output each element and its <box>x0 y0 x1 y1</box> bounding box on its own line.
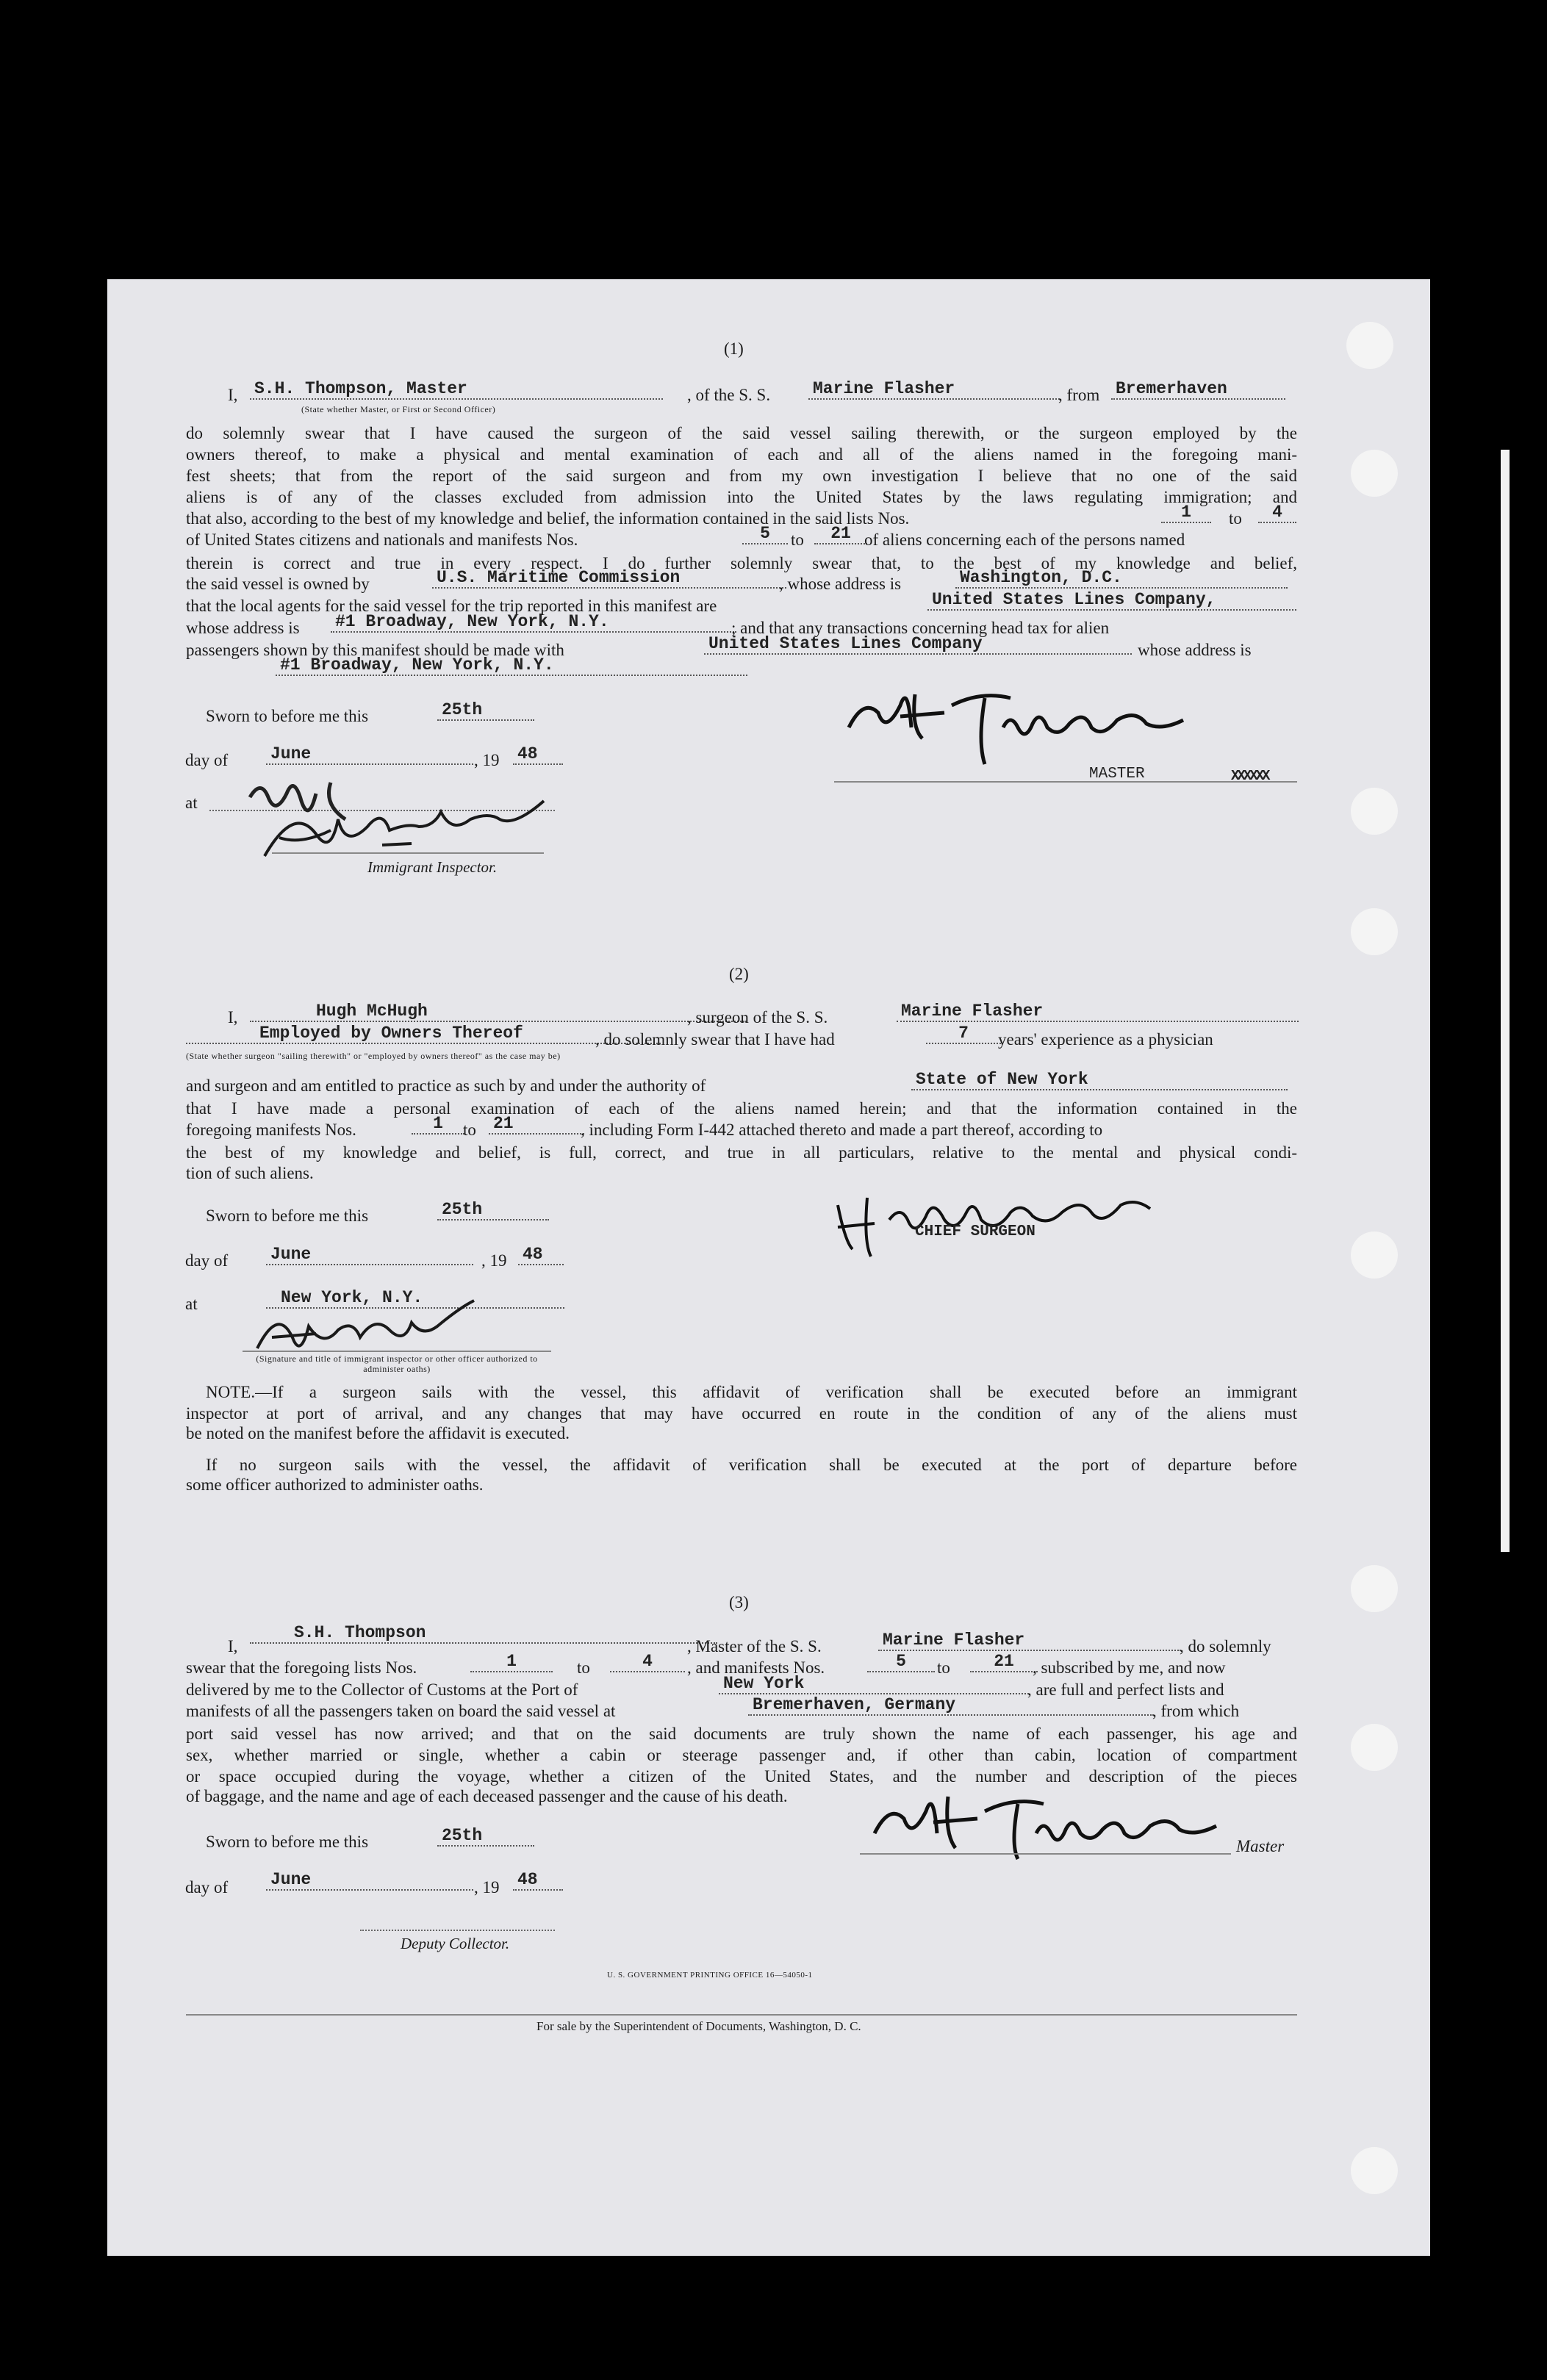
to-label: to <box>937 1658 950 1677</box>
oath-line-8b: , whose address is <box>779 575 902 593</box>
note-line-5: some officer authorized to administer oaths. <box>186 1475 484 1494</box>
master-name-field-3: S.H. Thompson <box>250 1623 717 1644</box>
punch-hole <box>1351 788 1398 835</box>
month-field-1: June <box>266 744 473 765</box>
day-of-label-3: day of <box>185 1878 229 1897</box>
tax-agent-field: United States Lines Company <box>704 634 1132 655</box>
oath-line-11b: whose address is <box>1138 641 1252 659</box>
master-line-2b: , are full and perfect lists and <box>1027 1680 1224 1699</box>
oath-line-10b: ; and that any transactions concerning head tax for alien <box>731 619 1110 637</box>
manifest-to-field: 21 <box>814 524 867 544</box>
authority-line-a: and surgeon and am entitled to practice as such by and under the authority of <box>186 1076 706 1095</box>
oath-line-7: therein is correct and true in every respect. I do further solemnly swear that, to the best of my knowledge and belief, <box>186 554 1297 572</box>
master-word-label: Master <box>1236 1837 1285 1855</box>
oath-line-2: owners thereof, to make a physical and mental examination of each and all of the aliens named in the foregoing mani- <box>186 445 1297 464</box>
owner-field: U.S. Maritime Commission <box>432 568 786 589</box>
year-prefix-1: , 19 <box>474 751 500 769</box>
surgeon-line-3b: , including Form I-442 attached thereto and made a part thereof, according to <box>581 1121 1103 1139</box>
immigrant-inspector-label: Immigrant Inspector. <box>367 858 498 876</box>
vessel-name-field-2: Marine Flasher <box>897 1002 1299 1022</box>
section-2-i-label: I, <box>228 1008 238 1027</box>
month-field-3: June <box>266 1870 473 1891</box>
year-prefix-2: , 19 <box>481 1251 507 1270</box>
master-sig-line-3 <box>860 1853 1231 1855</box>
authority-field: State of New York <box>911 1070 1288 1090</box>
gpo-imprint: U. S. GOVERNMENT PRINTING OFFICE 16—54050-1 <box>607 1971 813 1980</box>
master-title-label: MASTER <box>1089 766 1145 783</box>
oath-line-5: that also, according to the best of my knowledge and belief, the information contained in the said lists Nos. <box>186 509 910 528</box>
surgeon-signature <box>823 1176 1235 1264</box>
chief-surgeon-label: CHIEF SURGEON <box>915 1223 1035 1240</box>
punch-hole <box>1351 1565 1398 1612</box>
tax-address-field: #1 Broadway, New York, N.Y. <box>276 655 747 676</box>
to-label: to <box>577 1658 590 1677</box>
note-line-2: inspector at port of arrival, and any changes that may have occurred en route in the condition of any of the aliens must <box>186 1404 1297 1423</box>
master-of-label: , Master of the S. S. <box>687 1637 822 1655</box>
swear-label-a: , do solemnly swear that I have had <box>595 1030 835 1049</box>
year-prefix-3: , 19 <box>474 1878 500 1897</box>
master-line-5: sex, whether married or single, whether a cabin or steerage passenger and, if other than cabin, location of compartment <box>186 1746 1297 1764</box>
section-1-number: (1) <box>724 339 744 358</box>
sworn-label-1: Sworn to before me this <box>206 707 369 725</box>
punch-hole <box>1351 1232 1398 1279</box>
oath-line-6b: of aliens concerning each of the persons named <box>864 531 1185 549</box>
to-label: to <box>791 531 804 549</box>
employment-hint: (State whether surgeon "sailing therewith" or "employed by owners thereof" as the case may be) <box>186 1051 561 1061</box>
note-line-3: be noted on the manifest before the affidavit is executed. <box>186 1424 570 1442</box>
lists-from-field: 1 <box>1161 503 1211 523</box>
punch-hole <box>1351 908 1398 955</box>
master-name-field: S.H. Thompson, Master <box>250 379 663 400</box>
for-sale-notice: For sale by the Superintendent of Documents, Washington, D. C. <box>536 2019 861 2033</box>
oath-line-6a: of United States citizens and nationals and manifests Nos. <box>186 531 578 549</box>
from-port-field: Bremerhaven <box>1111 379 1285 400</box>
day-of-label-1: day of <box>185 751 229 769</box>
year-field-2: 48 <box>518 1245 564 1265</box>
punch-hole <box>1351 450 1398 497</box>
section-2-number: (2) <box>729 965 749 983</box>
surgeon-name-field: Hugh McHugh <box>250 1002 747 1022</box>
sworn-day-field-3: 25th <box>437 1826 534 1847</box>
lists-to-field: 4 <box>1258 503 1296 523</box>
deputy-sig-line <box>360 1930 555 1931</box>
inspector-sig-line-2 <box>243 1351 551 1352</box>
at-place-field-2: New York, N.Y. <box>266 1288 564 1309</box>
master-line-4: port said vessel has now arrived; and that on the said documents are truly shown the name of each passenger, his age and <box>186 1725 1297 1743</box>
sworn-label-2: Sworn to before me this <box>206 1207 369 1225</box>
master-line-3a: manifests of all the passengers taken on board the said vessel at <box>186 1702 616 1720</box>
section-3-number: (3) <box>729 1593 749 1611</box>
signature-title-hint: (Signature and title of immigrant inspector or other officer authorized to administer oaths) <box>256 1353 538 1374</box>
at-label-2: at <box>185 1295 198 1313</box>
master-line-7: of baggage, and the name and age of each deceased passenger and the cause of his death. <box>186 1787 788 1805</box>
surgeon-line-5: tion of such aliens. <box>186 1164 314 1182</box>
manifest-from-field: 5 <box>742 524 788 544</box>
state-hint: (State whether Master, or First or Second Officer) <box>301 404 496 414</box>
master-line-3b: , from which <box>1152 1702 1240 1720</box>
day-of-label-2: day of <box>185 1251 229 1270</box>
surgeon-line-2: that I have made a personal examination of each of the aliens named herein; and that the information contained in the <box>186 1099 1297 1118</box>
surgeon-manifest-to: 21 <box>489 1114 584 1135</box>
of-ss-label: , of the S. S. <box>687 386 771 404</box>
port-field: New York <box>719 1674 1029 1694</box>
surgeon-line-4: the best of my knowledge and belief, is full, correct, and true in all particulars, relative to the mental and physical condi- <box>186 1143 1297 1162</box>
from-label: , from <box>1058 386 1100 404</box>
vessel-name-field-3: Marine Flasher <box>878 1631 1181 1651</box>
master-line-1c: , subscribed by me, and now <box>1033 1658 1226 1677</box>
section-3-i-label: I, <box>228 1637 238 1655</box>
surgeon-line-3a: foregoing manifests Nos. <box>186 1121 356 1139</box>
section-1-i-label: I, <box>228 386 238 404</box>
owner-address-field: Washington, D.C. <box>955 568 1288 589</box>
master-line-1a: swear that the foregoing lists Nos. <box>186 1658 417 1677</box>
at-place-1 <box>279 764 295 783</box>
swear-label-b: years' experience as a physician <box>998 1030 1213 1049</box>
master-line-2a: delivered by me to the Collector of Customs at the Port of <box>186 1680 578 1699</box>
oath-line-1: do solemnly swear that I have caused the surgeon of the said vessel sailing therewith, or the surgeon employed by the <box>186 424 1297 442</box>
oath-line-10a: whose address is <box>186 619 300 637</box>
inspector-sig-line-1 <box>272 852 544 854</box>
year-field-1: 48 <box>513 744 563 765</box>
lists-to-field-3: 4 <box>610 1652 685 1672</box>
footer-rule <box>186 2014 1297 2016</box>
do-solemnly-label: , do solemnly <box>1180 1637 1271 1655</box>
agents-field: United States Lines Company, <box>927 590 1296 611</box>
paper-edge-strip <box>1501 450 1510 1552</box>
oath-line-8a: the said vessel is owned by <box>186 575 370 593</box>
note-line-4: If no surgeon sails with the vessel, the affidavit of verification shall be executed at the port of departure before <box>206 1456 1297 1474</box>
master-signature-3 <box>860 1782 1242 1863</box>
sworn-day-field-2: 25th <box>437 1200 549 1220</box>
punch-hole <box>1351 1724 1398 1771</box>
master-sig-line-1 <box>834 781 1297 783</box>
employment-field: Employed by Owners Thereof <box>186 1024 661 1044</box>
vessel-name-field: Marine Flasher <box>808 379 1060 400</box>
surgeon-manifest-from: 1 <box>412 1114 464 1135</box>
struck-title-label: XXXXXX <box>1231 768 1268 784</box>
manifest-to-field-3: 21 <box>970 1652 1038 1672</box>
agent-address-field: #1 Broadway, New York, N.Y. <box>331 612 736 633</box>
month-field-2: June <box>266 1245 473 1265</box>
oath-line-11a: passengers shown by this manifest should be made with <box>186 641 564 659</box>
master-line-6: or space occupied during the voyage, whether a citizen of the United States, and the number and description of the pieces <box>186 1767 1297 1786</box>
punch-hole <box>1346 322 1393 369</box>
oath-line-3: fest sheets; that from the report of the said surgeon and from my own investigation I believe that no one of the said <box>186 467 1297 485</box>
master-signature-1 <box>834 676 1290 772</box>
surgeon-of-label: , surgeon of the S. S. <box>687 1008 828 1027</box>
sworn-day-field-1: 25th <box>437 700 534 721</box>
to-label: to <box>463 1121 476 1139</box>
boarding-port-field: Bremerhaven, Germany <box>748 1695 1154 1716</box>
manifest-from-field-3: 5 <box>867 1652 935 1672</box>
year-field-3: 48 <box>513 1870 563 1891</box>
years-field: 7 <box>926 1024 1001 1044</box>
at-label-1: at <box>185 794 198 812</box>
sworn-label-3: Sworn to before me this <box>206 1833 369 1851</box>
note-line-1: NOTE.—If a surgeon sails with the vessel, this affidavit of verification shall be executed before an immigrant <box>206 1383 1297 1401</box>
lists-from-field-3: 1 <box>470 1652 553 1672</box>
oath-line-4: aliens is of any of the classes excluded from admission into the United States by the laws regulating immigration; and <box>186 488 1297 506</box>
punch-hole <box>1351 2147 1398 2194</box>
to-label: to <box>1229 509 1242 528</box>
deputy-collector-label: Deputy Collector. <box>401 1935 510 1952</box>
oath-line-9a: that the local agents for the said vessel for the trip reported in this manifest are <box>186 597 717 615</box>
master-line-1b: , and manifests Nos. <box>687 1658 825 1677</box>
